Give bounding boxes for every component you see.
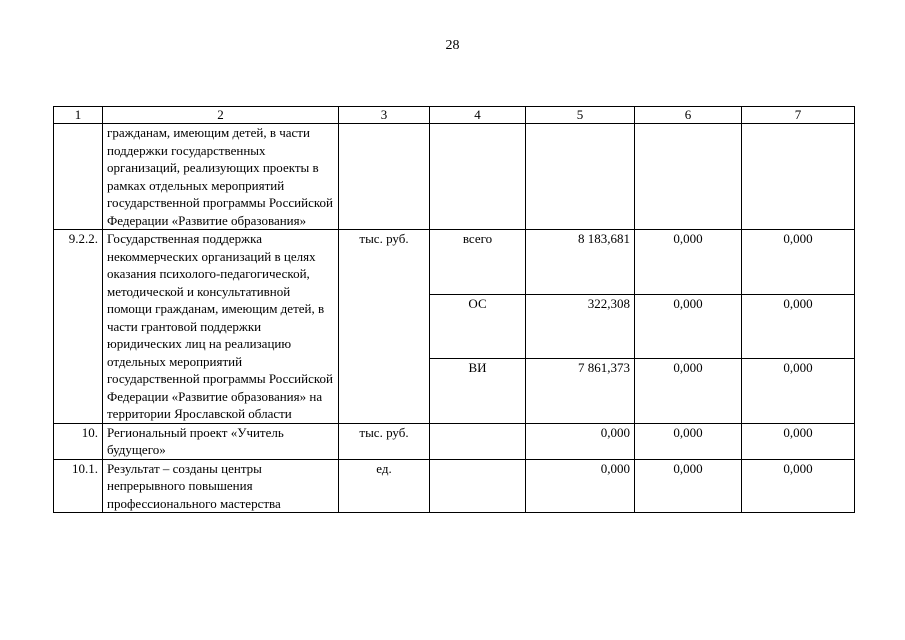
row-value-7: 0,000: [742, 423, 855, 459]
row-name: Результат – созданы центры непрерывного повышения профессионального мастерства: [103, 459, 339, 513]
row-value-5: 322,308: [526, 294, 635, 359]
row-value-7: [742, 124, 855, 230]
table-row: [54, 230, 855, 295]
table-row: [54, 423, 855, 459]
row-unit: [339, 124, 430, 230]
table-row: [54, 124, 855, 230]
row-name: Государственная поддержка некоммерческих организаций в целях оказания психолого-педагогической, методической и консультативной помощи гражданам, имеющим детей, в части грантовой поддержки юридических лиц на реализацию отдельных мероприятий государственной программы Российской Федерации «Развитие образования» на территории Ярославской области: [103, 230, 339, 424]
row-value-6: 0,000: [635, 459, 742, 513]
budget-table: [53, 106, 855, 513]
header-cell: 6: [635, 107, 742, 124]
row-number: 10.: [54, 423, 103, 459]
row-source: ВИ: [430, 359, 526, 424]
row-unit: ед.: [339, 459, 430, 513]
row-number: 9.2.2.: [54, 230, 103, 424]
row-value-6: 0,000: [635, 294, 742, 359]
header-cell: 2: [103, 107, 339, 124]
header-cell: 3: [339, 107, 430, 124]
table-row: [54, 459, 855, 513]
row-source: [430, 124, 526, 230]
row-value-5: 0,000: [526, 423, 635, 459]
row-value-6: [635, 124, 742, 230]
row-unit: тыс. руб.: [339, 423, 430, 459]
table-header-row: [54, 107, 855, 124]
row-value-7: 0,000: [742, 294, 855, 359]
row-value-7: 0,000: [742, 359, 855, 424]
row-value-5: [526, 124, 635, 230]
row-unit: тыс. руб.: [339, 230, 430, 424]
row-name: Региональный проект «Учитель будущего»: [103, 423, 339, 459]
row-source: [430, 423, 526, 459]
row-value-5: 7 861,373: [526, 359, 635, 424]
row-source: всего: [430, 230, 526, 295]
row-value-7: 0,000: [742, 230, 855, 295]
row-name: гражданам, имеющим детей, в части поддержки государственных организаций, реализующих проекты в рамках отдельных мероприятий государственной программы Российской Федерации «Развитие образования»: [103, 124, 339, 230]
row-value-6: 0,000: [635, 359, 742, 424]
header-cell: 1: [54, 107, 103, 124]
page-number: 28: [445, 38, 460, 53]
row-source: ОС: [430, 294, 526, 359]
row-value-5: 0,000: [526, 459, 635, 513]
row-value-7: 0,000: [742, 459, 855, 513]
row-number: 10.1.: [54, 459, 103, 513]
row-number: [54, 124, 103, 230]
header-cell: 4: [430, 107, 526, 124]
row-value-6: 0,000: [635, 423, 742, 459]
row-value-6: 0,000: [635, 230, 742, 295]
row-value-5: 8 183,681: [526, 230, 635, 295]
header-cell: 7: [742, 107, 855, 124]
header-cell: 5: [526, 107, 635, 124]
row-source: [430, 459, 526, 513]
